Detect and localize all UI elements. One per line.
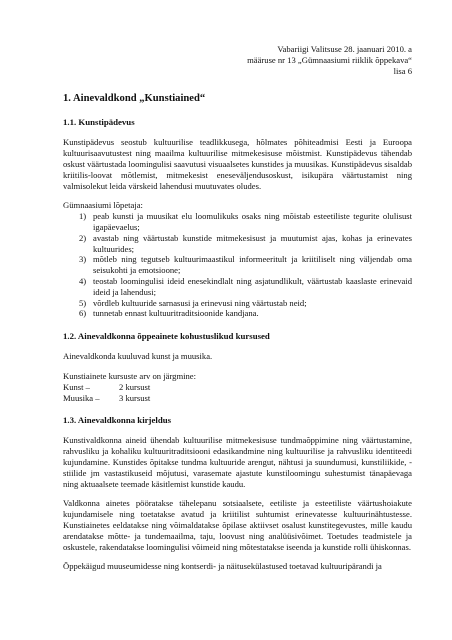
list-item: 4) teostab loomingulisi ideid enesekindlalt ning asjatundlikult, väärtustab kaaslaste erinevaid ideid ja lahendusi; (79, 275, 412, 297)
section-1-3-paragraph-2: Valdkonna ainetes pööratakse tähelepanu sotsiaalsete, eetiliste ja esteetiliste väärtushoiakute kujundamisele ning toetatakse avatud ja kriitilist suhtumist erinevatesse kultuurinähtustesse. Kunstiainetes eeldatakse ning võimaldatakse õpilase aktiivset osalust kunstitegevustes, mille kaudu arendatakse mõtte- ja tundemaailma, taju, loovust ning analüüsivõimet. Toetudes teadmistele ja oskustele, rakendatakse loomingulisi võimeid ning mõtestatakse iseenda ja kunstide rolli ühiskonnas. (63, 498, 412, 552)
section-1-2-paragraph: Ainevaldkonda kuuluvad kunst ja muusika. (63, 351, 213, 362)
header-line-2: määruse nr 13 „Gümnaasiumi riiklik õppekava“ (247, 54, 412, 65)
section-heading-1-3: 1.3. Ainevaldkonna kirjeldus (63, 415, 172, 426)
courses-intro: Kunstiainete kursuste arv on järgmine: (63, 370, 197, 381)
section-1-1-list-intro: Gümnaasiumi lõpetaja: (63, 200, 143, 211)
list-item: 2) avastab ning väärtustab kunstide mitmekesisust ja muutumist ajas, kohas ja erinevates kultuurides; (79, 232, 412, 254)
list-item: 6) tunnetab ennast kultuuritraditsioonide kandjana. (79, 308, 259, 319)
course-row-kunst (63, 382, 412, 393)
section-1-3-paragraph-3: Õppekäigud muuseumidesse ning kontserdi- ja näitusekülastused toetavad kultuuripärandi ja (63, 561, 382, 572)
course-count: 3 kursust (119, 392, 151, 403)
course-name: Kunst – (63, 381, 90, 392)
competence-list (63, 211, 412, 319)
header-line-1: Vabariigi Valitsuse 28. jaanuari 2010. a (277, 44, 412, 54)
section-1-3-paragraph-1: Kunstivaldkonna aineid ühendab kultuurilise mitmekesisuse tundmaõppimine ning väärtustamine, rahvusliku ja kohaliku kultuuritraditsiooni edasikandmine ning kultuurilise ja rahvusliku identiteedi kujundamine. Kunstides õpitakse tundma kultuuride arengut, nähtusi ja suundumusi, kunstiliikide, -stiilide jm vastastikuseid mõjutusi, varasemate ajastute kunstiloomingu suhestumist tänapäevaga ning aktuaalsete teemade käsitlemist kunstide kaudu. (63, 435, 412, 489)
course-name: Muusika – (63, 392, 100, 403)
section-1-1-paragraph: Kunstipädevus seostub kultuurilise teadlikkusega, hõlmates põhiteadmisi Eesti ja Euroopa kultuurisaavutustest ning maailma kultuurilise mitmekesisuse mõistmist. Kunstipädevus tähendab oskust väärtustada loomingulisi saavutusi visuaalsetes kunstides ja muusikas. Kunstipädevus sisaldab kriitilis-loovat mõtlemist, mitmekesist eneseväljendusoskust, isikupära väärtustamist ning valmisolekut leida värskeid lahendusi muutuvates oludes. (63, 137, 412, 191)
list-item: 3) mõtleb ning tegutseb kultuurimaastikul informeeritult ja kriitiliselt ning väljendab oma seisukohti ja emotsioone; (79, 254, 412, 276)
header-line-3: lisa 6 (393, 65, 412, 76)
document-title: 1. Ainevaldkond „Kunstiained“ (63, 93, 206, 105)
course-row-muusika (63, 393, 412, 404)
section-heading-1-2: 1.2. Ainevaldkonna õppeainete kohustuslikud kursused (63, 331, 270, 342)
list-item: 1) peab kunsti ja muusikat elu loomulikuks osaks ning mõistab esteetiliste tegurite olulisust igapäevaelus; (79, 211, 412, 232)
list-item: 5) võrdleb kultuuride sarnasusi ja erinevusi ning väärtustab neid; (79, 297, 307, 308)
document-header (63, 44, 412, 76)
section-heading-1-1: 1.1. Kunstipädevus (63, 117, 135, 128)
course-count: 2 kursust (119, 381, 151, 392)
